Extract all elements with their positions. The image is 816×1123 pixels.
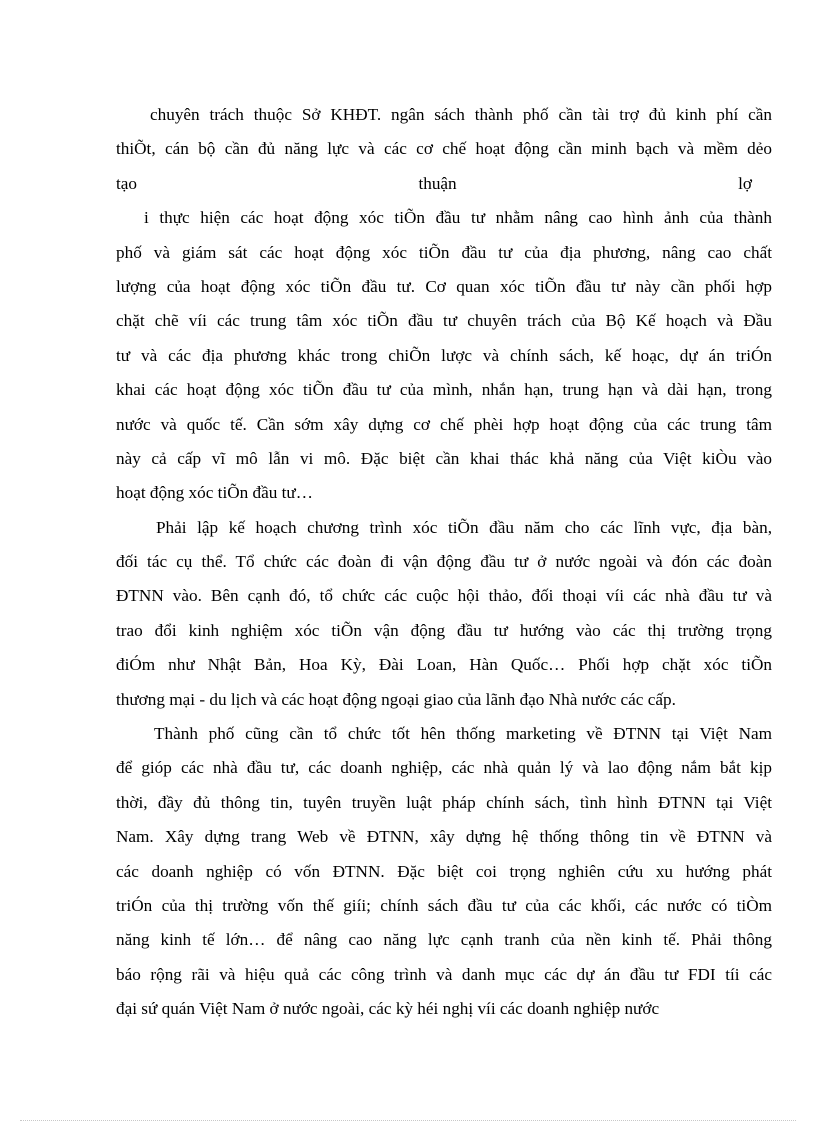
text-line: đại sứ quán Việt Nam ở nước ngoài, các kỳ héi nghị víi các doanh nghiệp nước [116, 999, 660, 1019]
text-line: đối tác cụ thể. Tổ chức các đoàn đi vận động đầu tư ở nước ngoài và đón các đoàn [116, 552, 772, 572]
text-line: Thành phố cũng cần tổ chức tốt hên thống marketing về ĐTNN tại Việt Nam [154, 724, 772, 744]
text-line: thương mại - du lịch và các hoạt động ngoại giao của lãnh đạo Nhà nước các cấp. [116, 689, 676, 709]
body-text [116, 98, 772, 1027]
text-line-spread [116, 167, 772, 201]
text-line: nước và quốc tế. Cần sớm xây dựng cơ chế phèi hợp hoạt động của các trung tâm [116, 414, 772, 434]
text-line: báo rộng rãi và hiệu quả các công trình và danh mục các dự án đầu tư FDI tíi các [116, 964, 772, 984]
word: lợ [738, 173, 752, 193]
text-line: điÓm như Nhật Bản, Hoa Kỳ, Đài Loan, Hàn Quốc… Phối hợp chặt xóc tiÕn [116, 655, 772, 675]
text-line: này cả cấp vĩ mô lẫn vi mô. Đặc biệt cần khai thác khả năng của Việt kiÒu vào [116, 448, 772, 468]
text-line: chặt chẽ víi các trung tâm xóc tiÕn đầu tư chuyên trách của Bộ Kế hoạch và Đầu [116, 311, 772, 331]
text-line: thời, đầy đủ thông tin, tuyên truyền luật pháp chính sách, tình hình ĐTNN tại Việt [116, 792, 772, 812]
word: thuận [418, 173, 457, 193]
text-line: hoạt động xóc tiÕn đầu tư… [116, 483, 313, 503]
text-line: triÓn của thị trường vốn thế giíi; chính sách đầu tư của các khối, các nước có tiÒm [116, 895, 772, 915]
text-line: trao đổi kinh nghiệm xóc tiÕn vận động đầu tư hướng vào các thị trường trọng [116, 620, 772, 640]
text-line: lượng của hoạt động xóc tiÕn đầu tư. Cơ quan xóc tiÕn đầu tư này cần phối hợp [116, 276, 772, 296]
page-bottom-rule [20, 1120, 796, 1121]
text-line: phố và giám sát các hoạt động xóc tiÕn đầu tư của địa phương, nâng cao chất [116, 242, 772, 262]
text-line: thiÕt, cán bộ cần đủ năng lực và các cơ chế hoạt động cần minh bạch và mềm dẻo [116, 139, 772, 159]
word: tạo [116, 173, 137, 193]
text-line: tư và các địa phương khác trong chiÕn lược và chính sách, kế hoạc, dự án triÓn [116, 345, 772, 365]
text-line: Phải lập kế hoạch chương trình xóc tiÕn đầu năm cho các lĩnh vực, địa bàn, [156, 517, 772, 537]
text-line: khai các hoạt động xóc tiÕn đầu tư của mình, nhắn hạn, trung hạn và dài hạn, trong [116, 380, 772, 400]
text-line: để gióp các nhà đầu tư, các doanh nghiệp, các nhà quản lý và lao động nắm bắt kịp [116, 758, 772, 778]
text-line: i thực hiện các hoạt động xóc tiÕn đầu tư nhằm nâng cao hình ảnh của thành [144, 208, 772, 228]
text-line: năng kinh tế lớn… để nâng cao năng lực cạnh tranh của nền kinh tế. Phải thông [116, 930, 772, 950]
text-line: ĐTNN vào. Bên cạnh đó, tổ chức các cuộc hội thảo, đối thoại víi các nhà đầu tư và [116, 586, 772, 606]
text-line: chuyên trách thuộc Sở KHĐT. ngân sách thành phố cần tài trợ đủ kinh phí cần [150, 105, 772, 124]
text-line: Nam. Xây dựng trang Web về ĐTNN, xây dựng hệ thống thông tin về ĐTNN và [116, 827, 772, 847]
text-line: các doanh nghiệp có vốn ĐTNN. Đặc biệt coi trọng nghiên cứu xu hướng phát [116, 861, 772, 881]
